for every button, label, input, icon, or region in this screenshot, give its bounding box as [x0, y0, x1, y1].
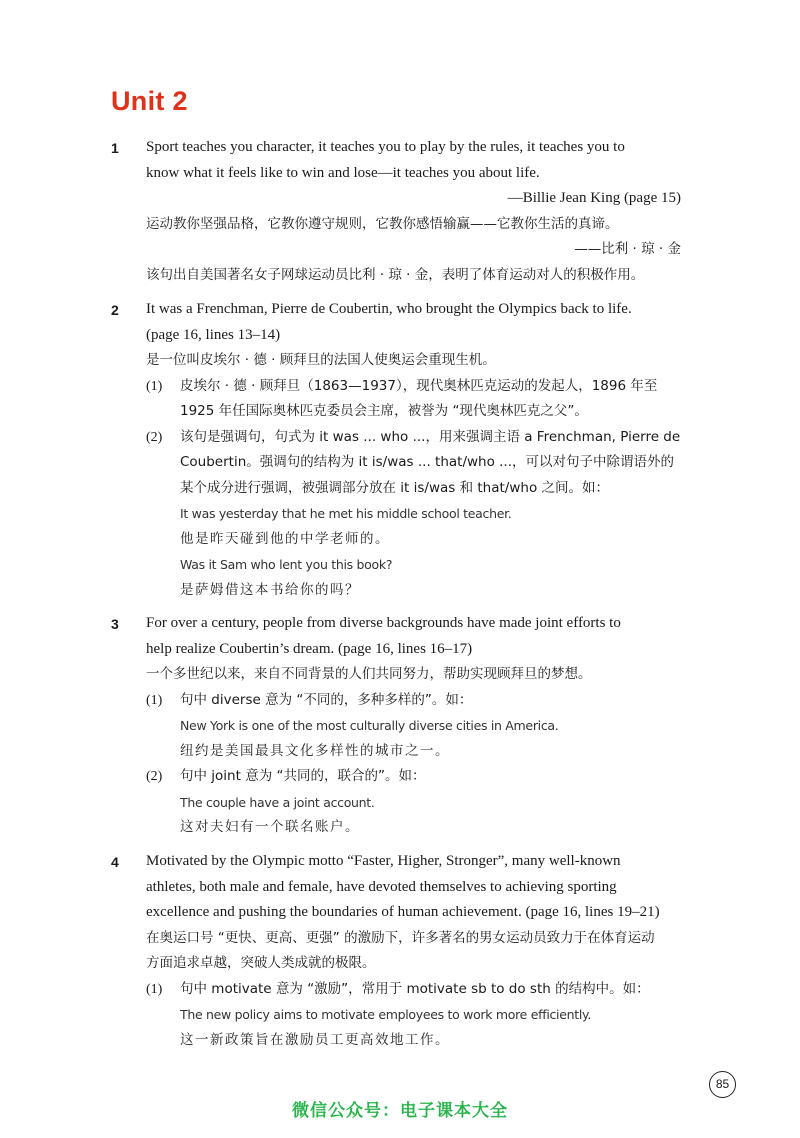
chinese-attribution: ——比利 · 琼 · 金 — [574, 241, 681, 257]
sub-note-number: (2) — [146, 429, 163, 445]
item-number: 4 — [111, 854, 119, 870]
english-attribution: —Billie Jean King (page 15) — [507, 190, 681, 206]
example-english: Was it Sam who lent you this book? — [180, 557, 393, 572]
sub-note-1 — [146, 374, 681, 425]
english-sentence-line: Sport teaches you character, it teaches you to play by the rules, it teaches you to — [146, 139, 625, 155]
sub-note-line: Coubertin。强调句的结构为 it is/was ... that/who ...，可以对句子中除谓语外的 — [180, 454, 675, 470]
english-sentence-line: know what it feels like to win and lose—it teaches you about life. — [146, 164, 540, 181]
example-english: The couple have a joint account. — [180, 794, 375, 810]
example-english: New York is one of the most culturally diverse cities in America. — [180, 718, 559, 733]
example-chinese: 是萨姆借这本书给你的吗？ — [180, 581, 360, 598]
sub-note-number: (1) — [146, 981, 163, 997]
sub-note-line: 某个成分进行强调，被强调部分放在 it is/was 和 that/who 之间。如： — [180, 479, 610, 496]
sub-note-2 — [146, 764, 681, 841]
sub-note-number: (1) — [146, 692, 163, 708]
english-sentence-line: (page 16, lines 13–14) — [146, 326, 281, 343]
chinese-translation: 在奥运口号 “更快、更高、更强” 的激励下，许多著名的男女运动员致力于在体育运动 — [146, 929, 655, 946]
english-sentence-line: athletes, both male and female, have devoted themselves to achieving sporting — [146, 878, 617, 895]
unit-title: Unit 2 — [111, 86, 188, 116]
example-chinese: 这对夫妇有一个联名账户。 — [180, 819, 360, 835]
item-number: 3 — [111, 616, 119, 632]
chinese-translation: 方面追求卓越，突破人类成就的极限。 — [146, 955, 376, 971]
english-sentence-line: For over a century, people from diverse backgrounds have made joint efforts to — [146, 615, 621, 631]
sub-note-line: 句中 joint 意为 “共同的，联合的”。如： — [180, 768, 426, 784]
english-sentence-line: excellence and pushing the boundaries of human achievement. (page 16, lines 19–21) — [146, 904, 660, 920]
example-chinese: 纽约是美国最具文化多样性的城市之一。 — [180, 742, 450, 759]
footer-watermark: 微信公众号：电子课本大全 — [292, 1101, 508, 1121]
example-english: The new policy aims to motivate employees to work more efficiently. — [180, 1007, 592, 1022]
sub-note-1 — [146, 688, 681, 765]
sub-note-line: 该句是强调句，句式为 it was ... who ...，用来强调主语 a Frenchman, Pierre de — [180, 428, 681, 445]
item-number: 2 — [111, 302, 119, 318]
sub-note-line: 句中 motivate 意为 “激励”，常用于 motivate sb to do sth 的结构中。如： — [180, 980, 650, 997]
example-chinese: 他是昨天碰到他的中学老师的。 — [180, 530, 390, 547]
sub-note-number: (2) — [146, 769, 163, 784]
chinese-translation: 运动教你坚强品格，它教你遵守规则，它教你感悟输赢——它教你生活的真谛。 — [146, 215, 619, 232]
explanation-note: 该句出自美国著名女子网球运动员比利 · 琼 · 金，表明了体育运动对人的积极作用。 — [146, 266, 645, 283]
sub-note-2 — [146, 425, 681, 604]
item-number: 1 — [111, 140, 119, 156]
sub-note-line: 句中 diverse 意为 “不同的，多种多样的”。如： — [180, 691, 473, 708]
page-number: 85 — [709, 1071, 736, 1098]
english-sentence-line: help realize Coubertin’s dream. (page 16, lines 16–17) — [146, 640, 473, 657]
chinese-translation: 是一位叫皮埃尔 · 德 · 顾拜旦的法国人使奥运会重现生机。 — [146, 352, 496, 368]
english-sentence-line: Motivated by the Olympic motto “Faster, Higher, Stronger”, many well-known — [146, 853, 621, 869]
sub-note-1 — [146, 977, 681, 1054]
sub-note-number: (1) — [146, 378, 163, 394]
example-chinese: 这一新政策旨在激励员工更高效地工作。 — [180, 1031, 450, 1048]
chinese-translation: 一个多世纪以来，来自不同背景的人们共同努力，帮助实现顾拜旦的梦想。 — [146, 666, 592, 682]
example-english: It was yesterday that he met his middle school teacher. — [180, 506, 512, 521]
sub-note-line: 皮埃尔 · 德 · 顾拜旦（1863—1937），现代奥林匹克运动的发起人，1896 年至 — [180, 377, 658, 394]
sub-note-line: 1925 年任国际奥林匹克委员会主席，被誉为 “现代奥林匹克之父”。 — [180, 403, 588, 419]
english-sentence-line: It was a Frenchman, Pierre de Coubertin, who brought the Olympics back to life. — [146, 301, 632, 317]
